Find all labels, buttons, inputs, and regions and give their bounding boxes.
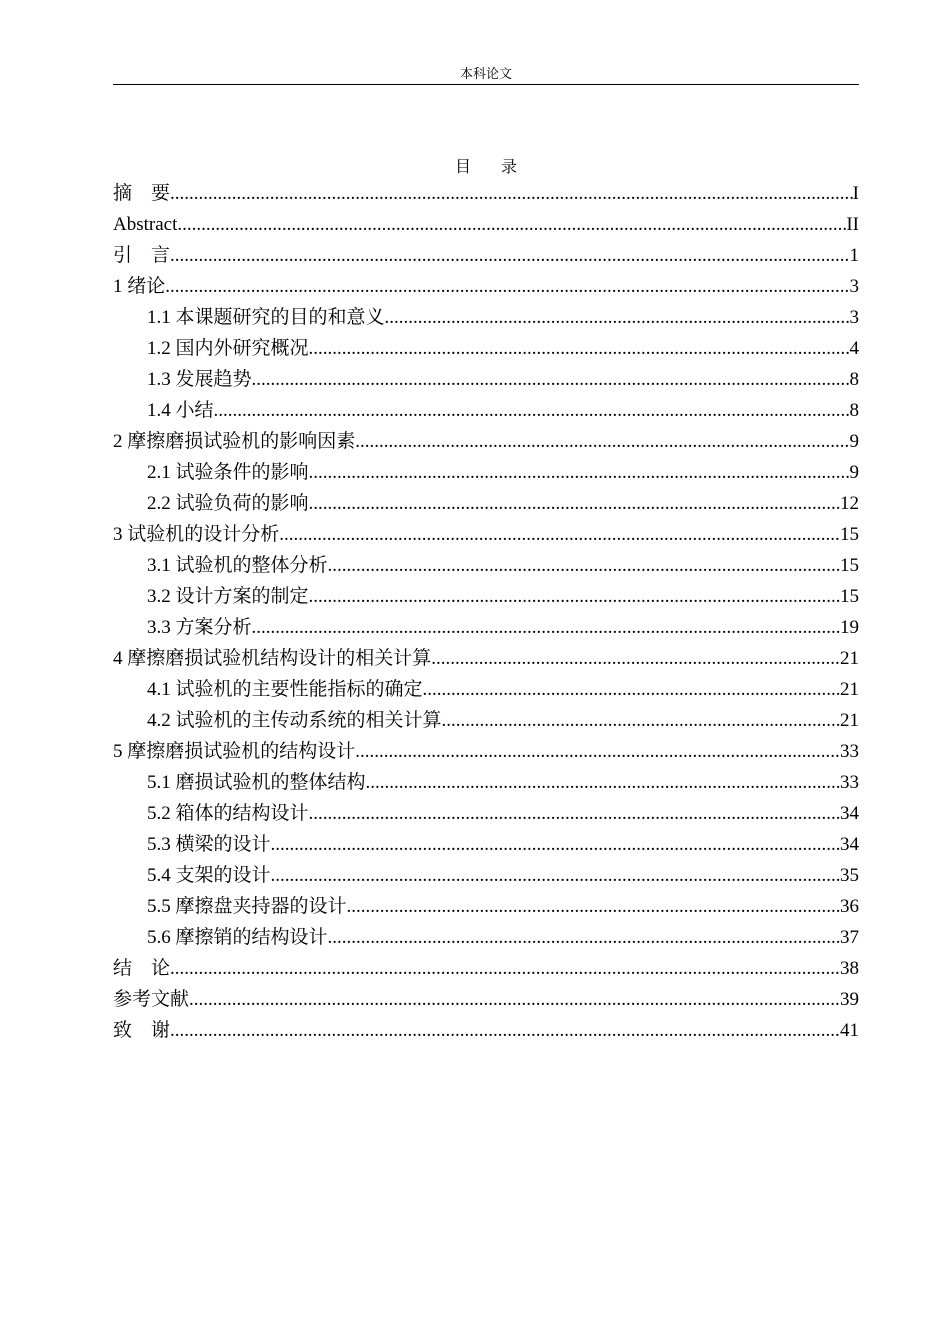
toc-dot-leader bbox=[189, 984, 840, 1015]
toc-entry[interactable] bbox=[113, 1015, 859, 1046]
toc-entry[interactable] bbox=[113, 364, 859, 395]
toc-dot-leader bbox=[385, 302, 850, 333]
toc-dot-leader bbox=[309, 581, 840, 612]
toc-dot-leader bbox=[309, 333, 850, 364]
toc-dot-leader bbox=[170, 1015, 840, 1046]
toc-entry[interactable] bbox=[113, 860, 859, 891]
toc-entry[interactable] bbox=[113, 240, 859, 271]
toc-entry-title: 摘 要 bbox=[113, 183, 171, 204]
toc-entry-title: 2.1 试验条件的影响 bbox=[147, 462, 309, 483]
toc-entry-title: 5.1 磨损试验机的整体结构 bbox=[147, 772, 366, 793]
toc-entry-page-number: 39 bbox=[840, 989, 859, 1010]
toc-dot-leader bbox=[347, 891, 840, 922]
toc-title-right: 录 bbox=[501, 159, 518, 176]
toc-entry[interactable] bbox=[113, 488, 859, 519]
toc-entry-page-number: 8 bbox=[849, 369, 859, 390]
header-text: 本科论文 bbox=[459, 66, 512, 81]
toc-entry-title: 3.1 试验机的整体分析 bbox=[147, 555, 328, 576]
toc-entry[interactable] bbox=[113, 736, 859, 767]
toc-entry[interactable] bbox=[113, 178, 859, 209]
toc-entry-page-number: 21 bbox=[840, 710, 859, 731]
toc-entry-title: 1.3 发展趋势 bbox=[147, 369, 252, 390]
toc-entry-page-number: 8 bbox=[849, 400, 859, 421]
toc-entry-title: 5.5 摩擦盘夹持器的设计 bbox=[147, 896, 347, 917]
toc-entry-title: 1.2 国内外研究概况 bbox=[147, 338, 309, 359]
toc-dot-leader bbox=[170, 178, 853, 209]
toc-entry-title: 引 言 bbox=[113, 245, 171, 266]
toc-entry-title: 4.2 试验机的主传动系统的相关计算 bbox=[147, 710, 442, 731]
toc-dot-leader bbox=[442, 705, 840, 736]
toc-entry-title: 3 试验机的设计分析 bbox=[113, 524, 280, 545]
toc-entry-page-number: 35 bbox=[840, 865, 859, 886]
toc-entry[interactable] bbox=[113, 953, 859, 984]
toc-entry-title: 4.1 试验机的主要性能指标的确定 bbox=[147, 679, 423, 700]
toc-entry[interactable] bbox=[113, 829, 859, 860]
toc-entry-page-number: 19 bbox=[840, 617, 859, 638]
toc-dot-leader bbox=[309, 798, 840, 829]
toc-entry[interactable] bbox=[113, 457, 859, 488]
toc-entry-title: 5 摩擦磨损试验机的结构设计 bbox=[113, 741, 356, 762]
toc-entry-page-number: 9 bbox=[849, 431, 859, 452]
toc-entry-page-number: 4 bbox=[849, 338, 859, 359]
toc-entry-page-number: 1 bbox=[849, 245, 859, 266]
toc-entry-page-number: 15 bbox=[840, 555, 859, 576]
toc-entry-page-number: 34 bbox=[840, 803, 859, 824]
toc-entry-page-number: 12 bbox=[840, 493, 859, 514]
toc-entry[interactable] bbox=[113, 395, 859, 426]
toc-entry[interactable] bbox=[113, 767, 859, 798]
toc-entry[interactable] bbox=[113, 581, 859, 612]
toc-title bbox=[113, 157, 859, 179]
toc-dot-leader bbox=[271, 829, 840, 860]
toc-entry[interactable] bbox=[113, 302, 859, 333]
toc-entry[interactable] bbox=[113, 674, 859, 705]
toc-dot-leader bbox=[309, 488, 840, 519]
toc-dot-leader bbox=[366, 767, 840, 798]
toc-dot-leader bbox=[170, 240, 849, 271]
toc-entry[interactable] bbox=[113, 798, 859, 829]
toc-dot-leader bbox=[165, 271, 849, 302]
page-header bbox=[113, 64, 859, 85]
toc-dot-leader bbox=[252, 612, 840, 643]
toc-dot-leader bbox=[271, 860, 840, 891]
toc-entry-page-number: 3 bbox=[849, 276, 859, 297]
toc-entry-page-number: 36 bbox=[840, 896, 859, 917]
toc-entry-title: 3.2 设计方案的制定 bbox=[147, 586, 309, 607]
toc-entry[interactable] bbox=[113, 705, 859, 736]
toc-entry-page-number: 3 bbox=[849, 307, 859, 328]
toc-dot-leader bbox=[252, 364, 850, 395]
toc-dot-leader bbox=[279, 519, 840, 550]
toc-dot-leader bbox=[355, 426, 849, 457]
toc-dot-leader bbox=[170, 953, 840, 984]
toc-entry-title: 1 绪论 bbox=[113, 276, 166, 297]
toc-entry-title: 2 摩擦磨损试验机的影响因素 bbox=[113, 431, 356, 452]
toc-dot-leader bbox=[355, 736, 840, 767]
toc-dot-leader bbox=[423, 674, 840, 705]
toc-entry-title: 5.4 支架的设计 bbox=[147, 865, 271, 886]
toc-entry-title: 5.3 横梁的设计 bbox=[147, 834, 271, 855]
toc-dot-leader bbox=[328, 550, 840, 581]
toc-entry-title: 致 谢 bbox=[113, 1020, 171, 1041]
toc-dot-leader bbox=[431, 643, 840, 674]
toc-entry-page-number: 9 bbox=[849, 462, 859, 483]
toc-dot-leader bbox=[309, 457, 850, 488]
toc-entry[interactable] bbox=[113, 271, 859, 302]
toc-entry-page-number: I bbox=[852, 183, 859, 204]
toc-entry-page-number: 33 bbox=[840, 741, 859, 762]
toc-entry-page-number: II bbox=[846, 214, 859, 235]
toc-entry-title: Abstract bbox=[113, 214, 178, 235]
toc-entry-page-number: 34 bbox=[840, 834, 859, 855]
toc-entry-page-number: 21 bbox=[840, 679, 859, 700]
toc-entry-title: 参考文献 bbox=[113, 989, 190, 1010]
toc-entry-page-number: 41 bbox=[840, 1020, 859, 1041]
toc-entry-title: 1.1 本课题研究的目的和意义 bbox=[147, 307, 385, 328]
toc-entry-page-number: 15 bbox=[840, 524, 859, 545]
toc-entry[interactable] bbox=[113, 333, 859, 364]
toc-entry-page-number: 38 bbox=[840, 958, 859, 979]
table-of-contents bbox=[113, 178, 859, 1046]
toc-dot-leader bbox=[177, 209, 846, 240]
toc-entry[interactable] bbox=[113, 209, 859, 240]
toc-entry-page-number: 37 bbox=[840, 927, 859, 948]
toc-entry[interactable] bbox=[113, 891, 859, 922]
toc-dot-leader bbox=[328, 922, 840, 953]
toc-entry[interactable] bbox=[113, 426, 859, 457]
toc-dot-leader bbox=[214, 395, 850, 426]
toc-entry[interactable] bbox=[113, 550, 859, 581]
toc-entry-title: 3.3 方案分析 bbox=[147, 617, 252, 638]
toc-entry-title: 5.6 摩擦销的结构设计 bbox=[147, 927, 328, 948]
toc-entry-page-number: 15 bbox=[840, 586, 859, 607]
toc-entry-page-number: 33 bbox=[840, 772, 859, 793]
toc-entry-title: 5.2 箱体的结构设计 bbox=[147, 803, 309, 824]
toc-title-left: 目 bbox=[454, 159, 471, 176]
toc-entry[interactable] bbox=[113, 643, 859, 674]
toc-entry-title: 1.4 小结 bbox=[147, 400, 214, 421]
toc-entry[interactable] bbox=[113, 612, 859, 643]
toc-entry-title: 2.2 试验负荷的影响 bbox=[147, 493, 309, 514]
toc-entry-title: 4 摩擦磨损试验机结构设计的相关计算 bbox=[113, 648, 432, 669]
toc-entry[interactable] bbox=[113, 922, 859, 953]
toc-entry-page-number: 21 bbox=[840, 648, 859, 669]
toc-entry[interactable] bbox=[113, 984, 859, 1015]
toc-entry-title: 结 论 bbox=[113, 958, 171, 979]
toc-entry[interactable] bbox=[113, 519, 859, 550]
